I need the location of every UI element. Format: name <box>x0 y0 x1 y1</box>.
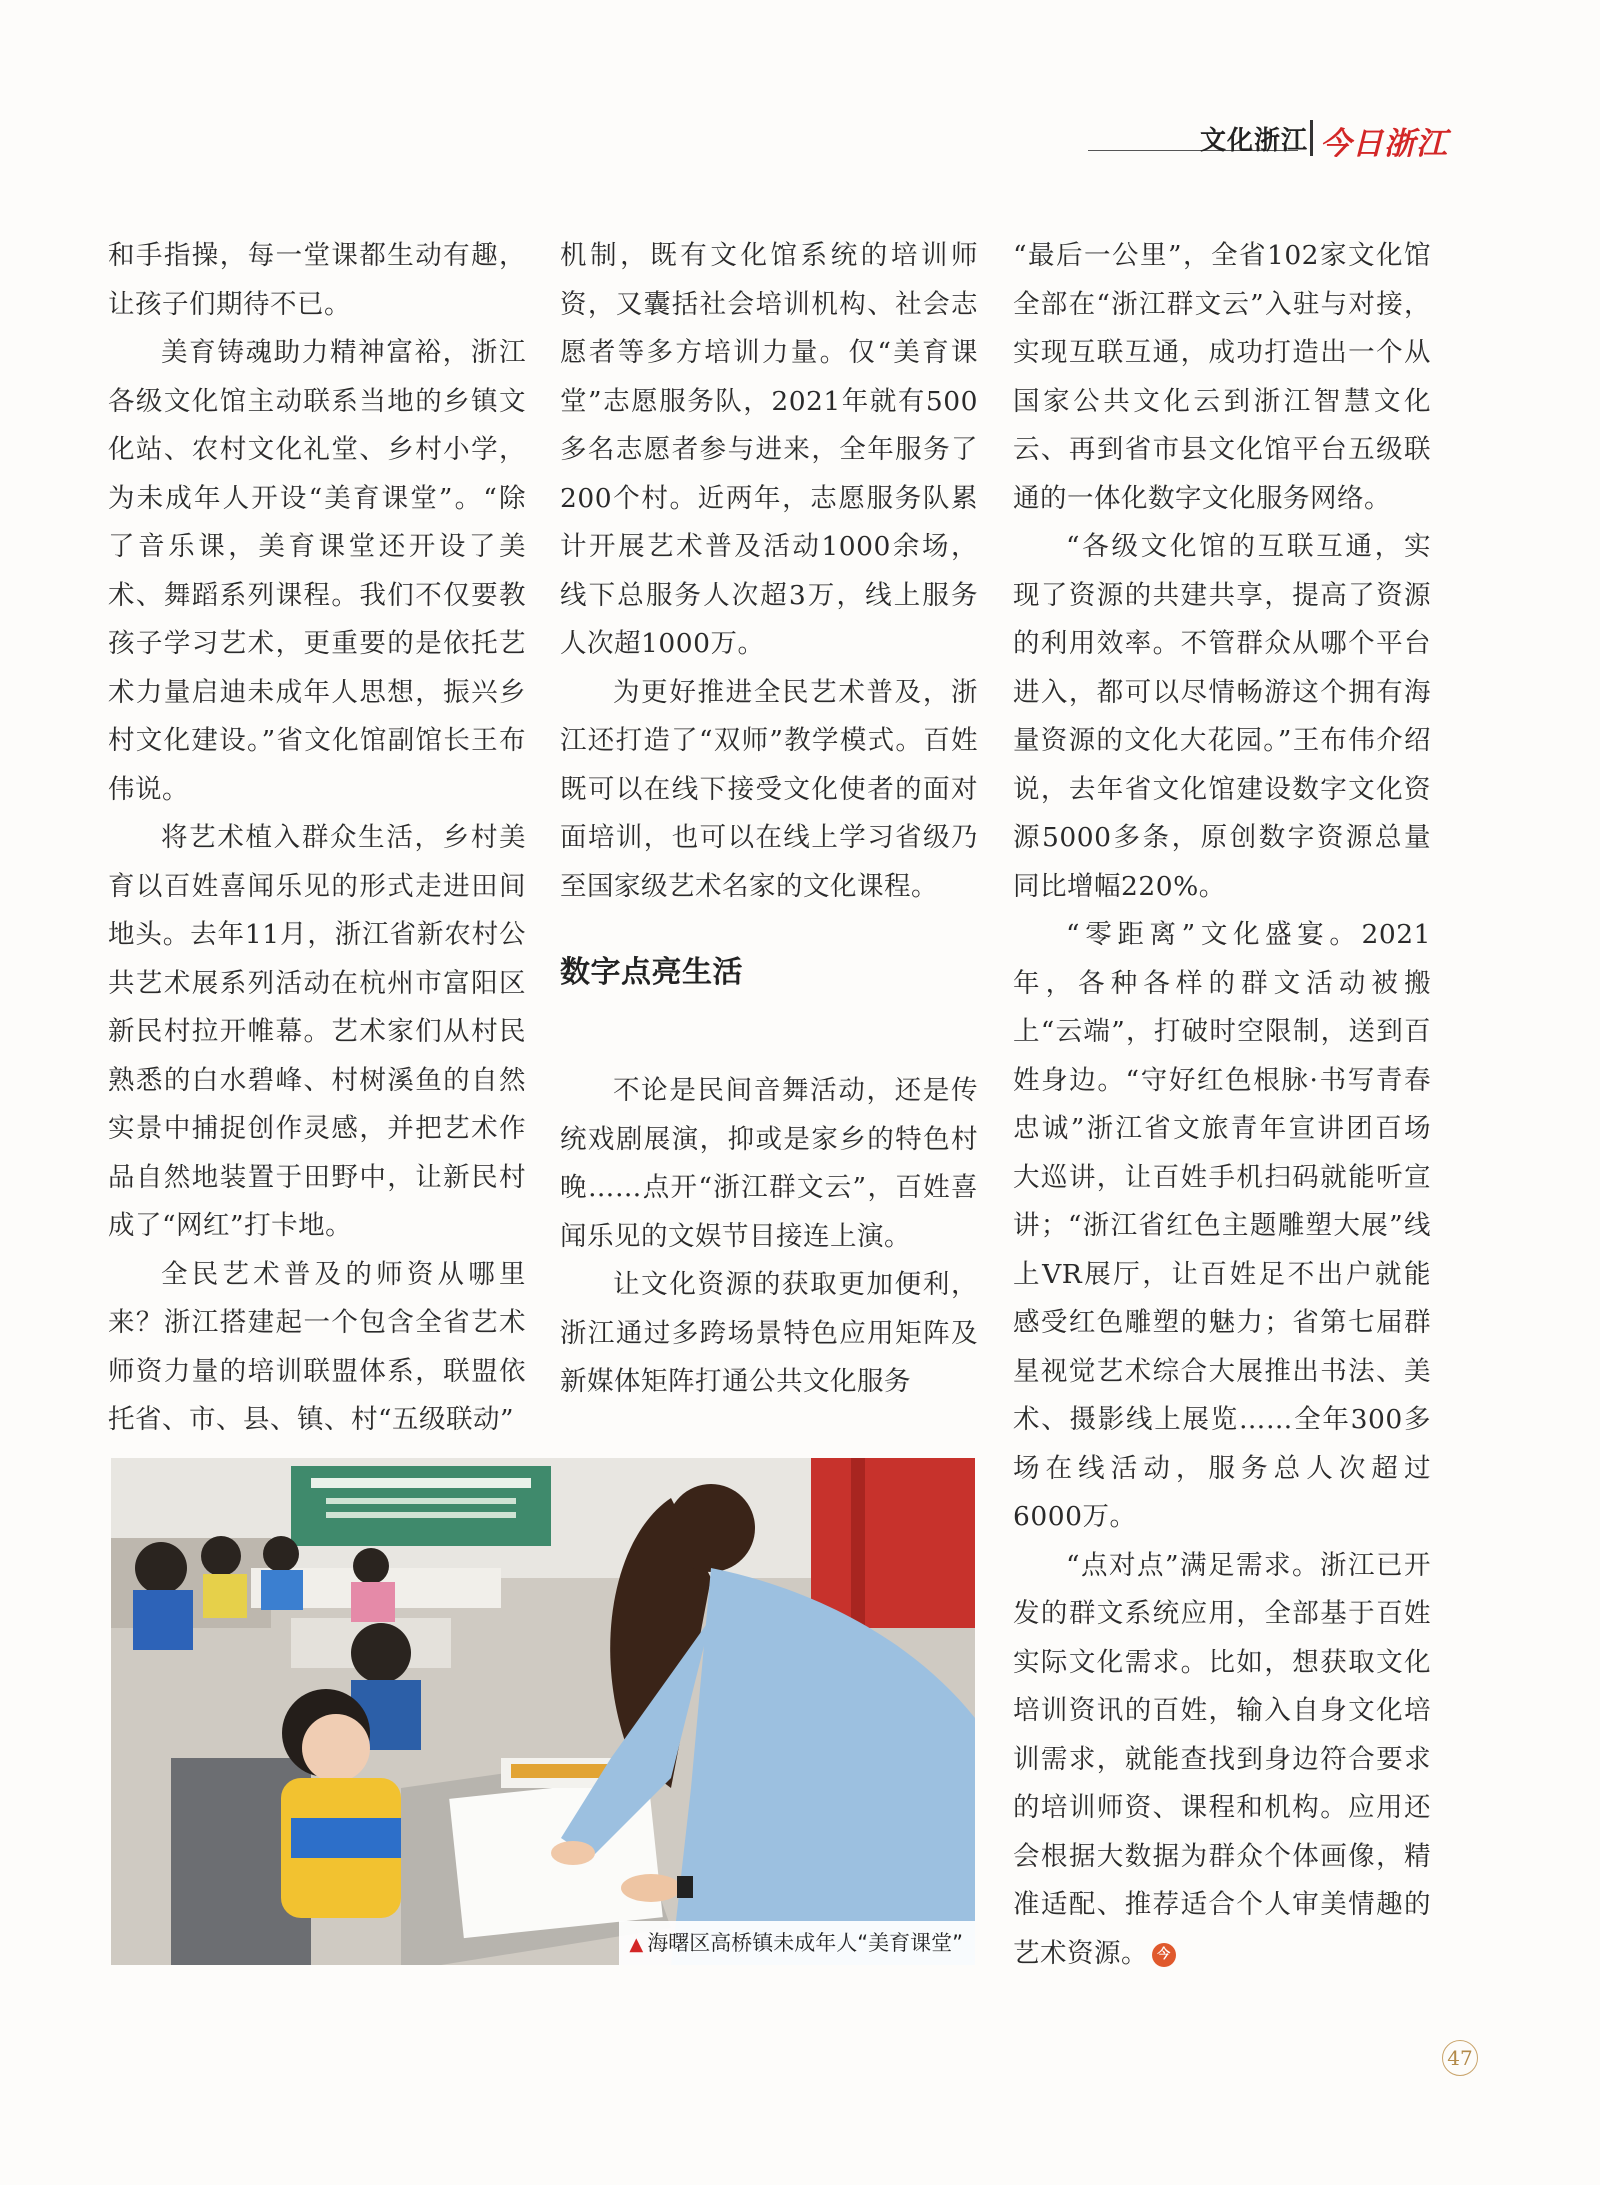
paragraph: “零距离”文化盛宴。2021年，各种各样的群文活动被搬上“云端”，打破时空限制，送到百姓身边。“守好红色根脉·书写青春忠诚”浙江省文旅青年宣讲团百场大巡讲，让百姓手机扫码就能听宣讲；“浙江省红色主题雕塑大展”线上VR展厅，让百姓足不出户就能感受红色雕塑的魅力；省第七届群星视觉艺术综合大展推出书法、美术、摄影线上展览……全年300多场在线活动，服务总人次超过6000万。 <box>1013 919 1431 1532</box>
paragraph: 机制，既有文化馆系统的培训师资，又囊括社会培训机构、社会志愿者等多方培训力量。仅“美育课堂”志愿服务队，2021年就有500多名志愿者参与进来，全年服务了200个村。近两年，志愿服务队累计开展艺术普及活动1000余场，线下总服务人次超3万，线上服务人次超1000万。 <box>560 240 978 659</box>
paragraph-last <box>1013 1542 1431 1979</box>
paragraph: 不论是民间音舞活动，还是传统戏剧展演，抑或是家乡的特色村晚……点开“浙江群文云”，百姓喜闻乐见的文娱节目接连上演。 <box>560 1075 978 1252</box>
page-number: 47 <box>1442 2040 1478 2076</box>
paragraph: 全民艺术普及的师资从哪里来？浙江搭建起一个包含全省艺术师资力量的培训联盟体系，联盟依托省、市、县、镇、村“五级联动” <box>108 1258 526 1435</box>
article-column-1 <box>108 232 526 1445</box>
article-photo <box>111 1458 975 1965</box>
paragraph: “最后一公里”，全省102家文化馆全部在“浙江群文云”入驻与对接，实现互联互通，成功打造出一个从国家公共文化云到浙江智慧文化云、再到省市县文化馆平台五级联通的一体化数字文化服务网络。 <box>1013 240 1431 514</box>
photo-illustration <box>111 1458 975 1965</box>
page-header <box>1088 118 1448 166</box>
paragraph: “各级文化馆的互联互通，实现了资源的共建共享，提高了资源的利用效率。不管群众从哪个平台进入，都可以尽情畅游这个拥有海量资源的文化大花园。”王布伟介绍说，去年省文化馆建设数字文化资源5000多条，原创数字资源总量同比增幅220%。 <box>1013 531 1431 902</box>
paragraph: 为更好推进全民艺术普及，浙江还打造了“双师”教学模式。百姓既可以在线下接受文化使者的面对面培训，也可以在线上学习省级乃至国家级艺术名家的文化课程。 <box>560 676 978 902</box>
section-subheading: 数字点亮生活 <box>560 955 743 990</box>
magazine-logo: 今日浙江 <box>1320 126 1448 162</box>
paragraph: 让文化资源的获取更加便利，浙江通过多跨场景特色应用矩阵及新媒体矩阵打通公共文化服务 <box>560 1269 978 1397</box>
end-mark-icon: 今 <box>1152 1943 1176 1967</box>
paragraph: 和手指操，每一堂课都生动有趣，让孩子们期待不已。 <box>108 240 526 320</box>
article-column-3 <box>1013 232 1431 1978</box>
caption-text: 海曙区高桥镇未成年人“美育课堂” <box>647 1931 963 1955</box>
paragraph: 美育铸魂助力精神富裕，浙江各级文化馆主动联系当地的乡镇文化站、农村文化礼堂、乡村小学，为未成年人开设“美育课堂”。“除了音乐课，美育课堂还开设了美术、舞蹈系列课程。我们不仅要教孩子学习艺术，更重要的是依托艺术力量启迪未成年人思想，振兴乡村文化建设。”省文化馆副馆长王布伟说。 <box>108 337 526 805</box>
triangle-up-icon: ▲ <box>629 1934 644 1955</box>
article-column-2 <box>560 232 978 1407</box>
header-divider <box>1310 120 1313 156</box>
paragraph: 将艺术植入群众生活，乡村美育以百姓喜闻乐见的形式走进田间地头。去年11月，浙江省新农村公共艺术展系列活动在杭州市富阳区新民村拉开帷幕。艺术家们从村民熟悉的白水碧峰、村树溪鱼的自然实景中捕捉创作灵感，并把艺术作品自然地装置于田野中，让新民村成了“网红”打卡地。 <box>108 822 526 1241</box>
section-name: 文化浙江 <box>1200 126 1309 156</box>
paragraph-text: “点对点”满足需求。浙江已开发的群文系统应用，全部基于百姓实际文化需求。比如，想获取文化培训资讯的百姓，输入自身文化培训需求，就能查找到身边符合要求的培训师资、课程和机构。应用还会根据大数据为群众个体画像，精准适配、推荐适合个人审美情趣的艺术资源。 <box>1013 1549 1431 1969</box>
photo-caption <box>619 1921 975 1965</box>
